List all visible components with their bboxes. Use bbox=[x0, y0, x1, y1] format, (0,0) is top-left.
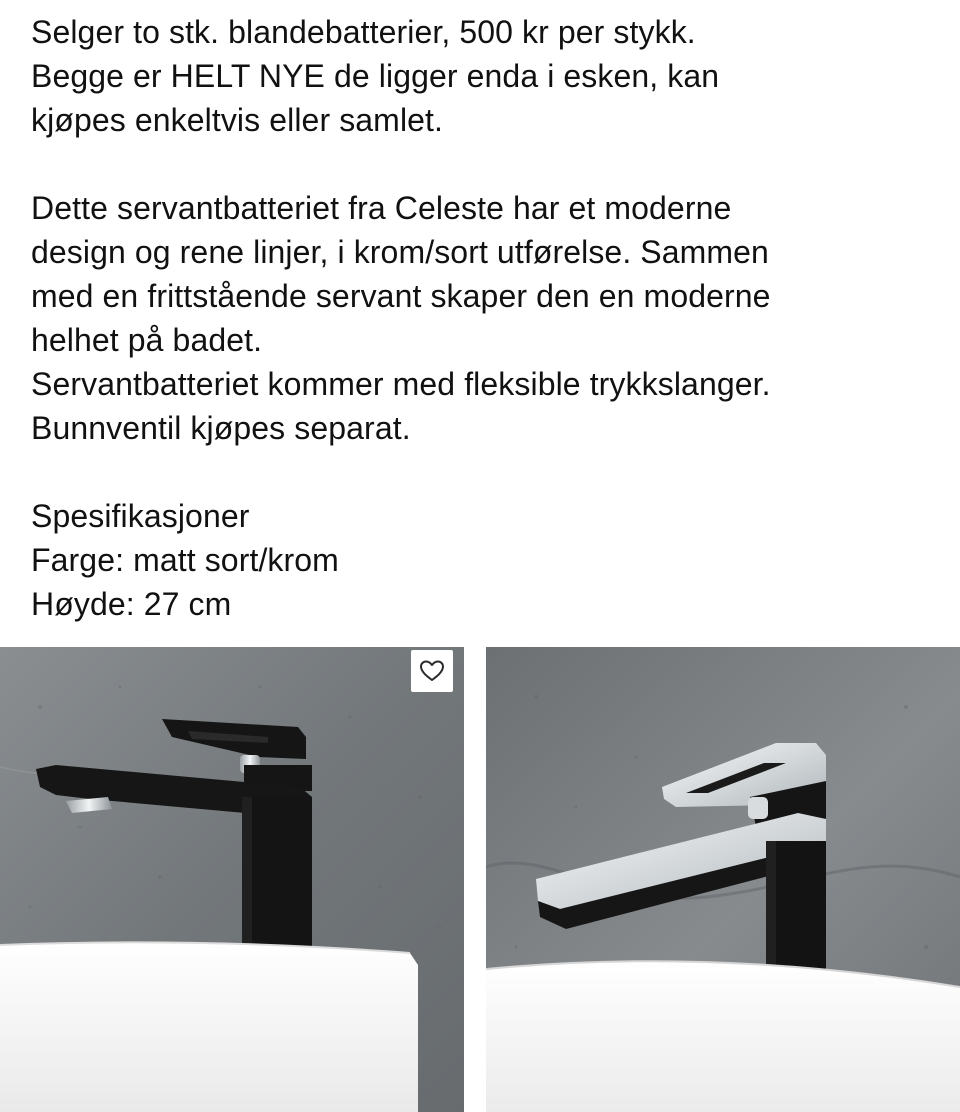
description-line: med en frittstående servant skaper den en moderne bbox=[31, 278, 771, 314]
description-line: design og rene linjer, i krom/sort utførelse. Sammen bbox=[31, 234, 769, 270]
product-photo-black-faucet[interactable] bbox=[0, 647, 464, 1112]
spec-color: Farge: matt sort/krom bbox=[31, 542, 339, 578]
heart-outline-icon bbox=[419, 659, 445, 683]
spec-height: Høyde: 27 cm bbox=[31, 586, 232, 622]
paragraph-gap bbox=[31, 450, 946, 494]
description-line: kjøpes enkeltvis eller samlet. bbox=[31, 102, 444, 138]
paragraph-gap bbox=[31, 142, 946, 186]
description-line: Selger to stk. blandebatterier, 500 kr per stykk. bbox=[31, 14, 696, 50]
description-line: Begge er HELT NYE de ligger enda i esken, kan bbox=[31, 58, 720, 94]
photo-gallery bbox=[0, 647, 960, 1112]
product-photo-chrome-faucet[interactable] bbox=[486, 647, 960, 1112]
description-line: Bunnventil kjøpes separat. bbox=[31, 410, 411, 446]
post-description bbox=[31, 10, 946, 626]
faucet-image bbox=[486, 647, 960, 1112]
description-line: helhet på badet. bbox=[31, 322, 263, 358]
faucet-image bbox=[0, 647, 464, 1112]
description-line: Servantbatteriet kommer med fleksible trykkslanger. bbox=[31, 366, 771, 402]
favorite-button[interactable] bbox=[411, 650, 453, 692]
specs-heading: Spesifikasjoner bbox=[31, 498, 250, 534]
description-line: Dette servantbatteriet fra Celeste har et moderne bbox=[31, 190, 732, 226]
